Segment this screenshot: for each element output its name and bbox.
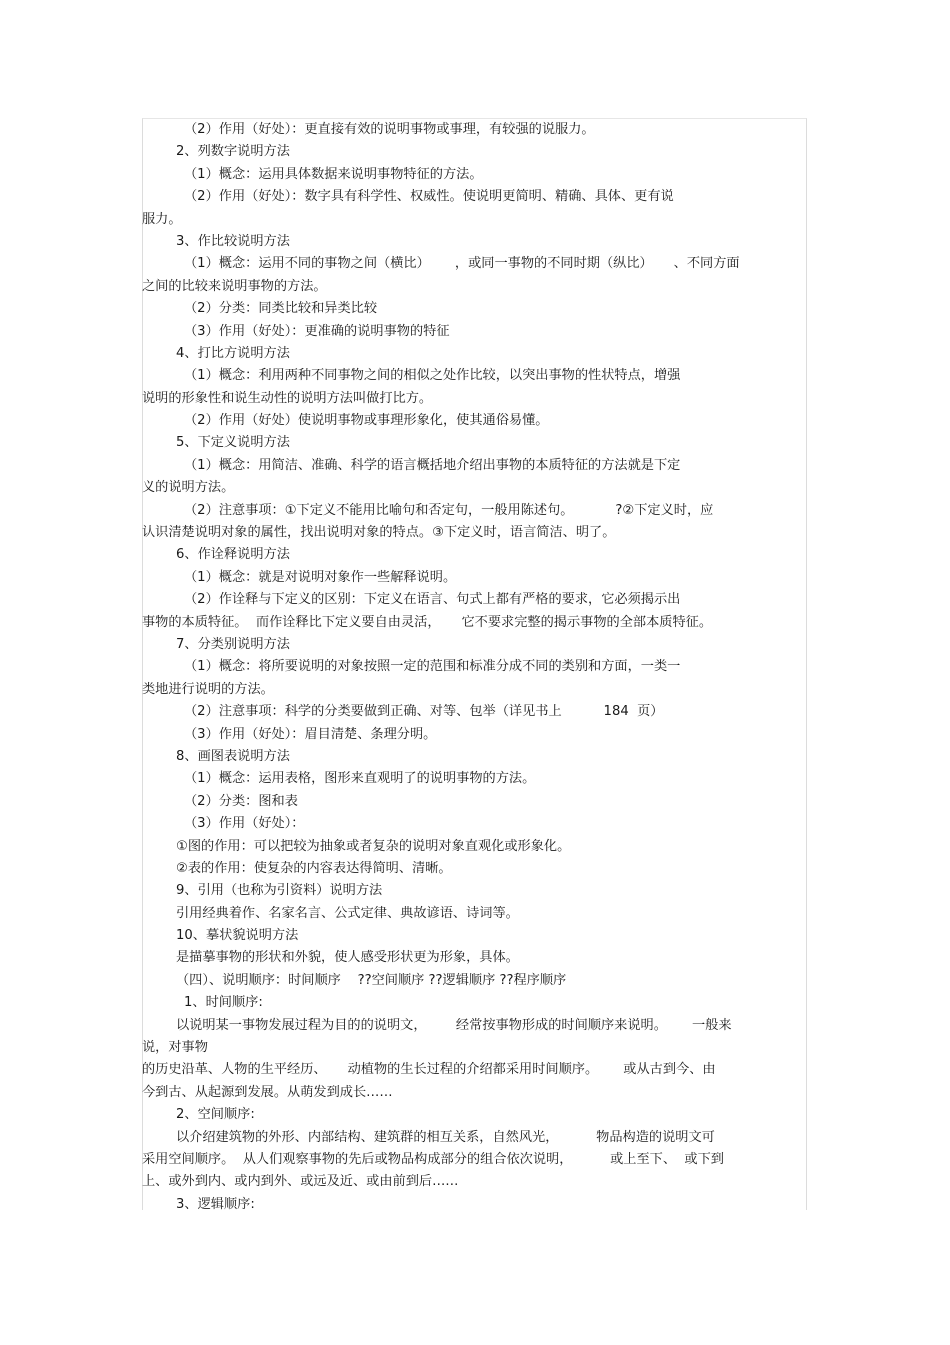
section-heading: 6、作诠释说明方法	[176, 547, 290, 563]
text-line: （3）作用（好处）：眉目清楚、条理分明。	[184, 726, 437, 742]
text-line: （2）注意事项：①下定义不能用比喻句和否定句，一般用陈述句。 ?②下定义时，应	[184, 502, 714, 518]
text-line: （2）分类：图和表	[184, 793, 298, 809]
section-heading: 8、画图表说明方法	[176, 748, 290, 764]
text-line: （3）作用（好处）：更准确的说明事物的特征	[184, 323, 450, 339]
text-line: （1）概念：就是对说明对象作一些解释说明。	[184, 569, 457, 585]
section-heading: （四）、说明顺序：时间顺序 ??空间顺序 ??逻辑顺序 ??程序顺序	[176, 972, 567, 988]
section-heading: 4、打比方说明方法	[176, 345, 290, 361]
section-heading: 10、摹状貌说明方法	[176, 928, 299, 944]
text-line: （2）作用（好处）：数字具有科学性、权威性。使说明更简明、精确、具体、更有说	[184, 189, 674, 205]
text-line: 类地进行说明的方法。	[142, 681, 274, 697]
section-heading: 2、空间顺序:	[176, 1107, 255, 1123]
text-line: 以说明某一事物发展过程为目的的说明文， 经常按事物形成的时间顺序来说明。 一般来	[176, 1017, 732, 1033]
text-line: 说明的形象性和说生动性的说明方法叫做打比方。	[142, 390, 433, 406]
text-line: （2）作用（好处）：更直接有效的说明事物或事理，有较强的说服力。	[184, 122, 595, 137]
text-line: 采用空间顺序。 从人们观察事物的先后或物品构成部分的组合依次说明， 或上至下、 或下到	[142, 1151, 724, 1167]
section-heading: 9、引用（也称为引资料）说明方法	[176, 883, 383, 899]
section-heading: 2、列数字说明方法	[176, 144, 290, 160]
text-line: 服力。	[142, 211, 182, 227]
section-heading: 1、时间顺序:	[184, 995, 263, 1011]
text-line: 是描摹事物的形状和外貌，使人感受形状更为形象，具体。	[176, 950, 519, 966]
text-line: （1）概念：运用具体数据来说明事物特征的方法。	[184, 166, 483, 182]
text-line: 上、或外到内、或内到外、或远及近、或由前到后……	[142, 1174, 459, 1190]
text-line: 以介绍建筑物的外形、内部结构、建筑群的相互关系，自然风光， 物品构造的说明文可	[176, 1129, 715, 1145]
text-line: 义的说明方法。	[142, 480, 235, 496]
text-line: （1）概念：运用不同的事物之间（横比） ，或同一事物的不同时期（纵比） 、不同方面	[184, 256, 740, 272]
text-line: （1）概念：用简洁、准确、科学的语言概括地介绍出事物的本质特征的方法就是下定	[184, 457, 681, 473]
document-body	[142, 119, 806, 1216]
text-line: 今到古、从起源到发展。从萌发到成长……	[142, 1084, 393, 1100]
text-line: 事物的本质特征。 而作诠释比下定义要自由灵活， 它不要求完整的揭示事物的全部本质特征。	[142, 614, 713, 630]
text-line: 认识清楚说明对象的属性，找出说明对象的特点。③下定义时，语言简洁、明了。	[142, 525, 616, 541]
section-heading: 3、逻辑顺序:	[176, 1196, 255, 1212]
text-line: 说，对事物	[142, 1040, 208, 1056]
section-heading: 7、分类别说明方法	[176, 636, 290, 652]
text-line: （2）作诠释与下定义的区别：下定义在语言、句式上都有严格的要求，它必须揭示出	[184, 592, 681, 608]
text-line: ①图的作用：可以把较为抽象或者复杂的说明对象直观化或形象化。	[176, 838, 571, 854]
text-line: 的历史沿革、人物的生平经历、 动植物的生长过程的介绍都采用时间顺序。 或从古到今、由	[142, 1062, 716, 1078]
text-line: ②表的作用：使复杂的内容表达得简明、清晰。	[176, 860, 452, 876]
text-line: （3）作用（好处）：	[184, 816, 305, 832]
text-line: 引用经典着作、名家名言、公式定律、典故谚语、诗词等。	[176, 905, 519, 921]
text-line: （1）概念：运用表格，图形来直观明了的说明事物的方法。	[184, 771, 536, 787]
text-line: （2）作用（好处）使说明事物或事理形象化，使其通俗易懂。	[184, 413, 549, 429]
section-heading: 5、下定义说明方法	[176, 435, 290, 451]
text-line: （1）概念：将所要说明的对象按照一定的范围和标准分成不同的类别和方面，一类一	[184, 659, 681, 675]
text-line: （2）分类：同类比较和异类比较	[184, 301, 378, 317]
text-line: 之间的比较来说明事物的方法。	[142, 278, 327, 294]
text-line: （2）注意事项：科学的分类要做到正确、对等、包举（详见书上 184 页）	[184, 704, 664, 720]
text-line: （1）概念：利用两种不同事物之间的相似之处作比较，以突出事物的性状特点，增强	[184, 368, 681, 384]
section-heading: 3、作比较说明方法	[176, 233, 290, 249]
